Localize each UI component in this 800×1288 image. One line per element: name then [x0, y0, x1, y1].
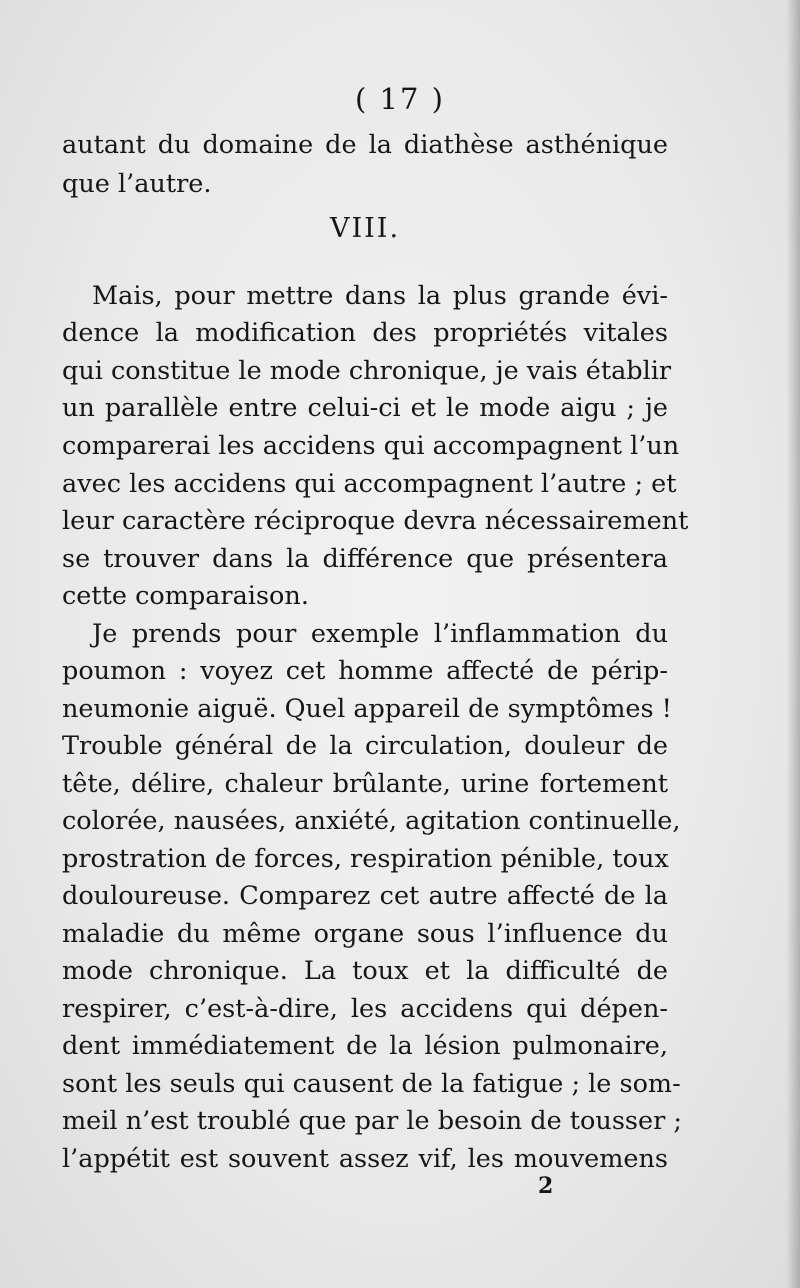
signature-mark: 2	[538, 1173, 554, 1199]
text-line: maladie du même organe sous l’influence du	[62, 919, 668, 949]
text-line: respirer, c’est-à-dire, les accidens qui dépen-	[62, 994, 668, 1024]
text-line: que l’autre.	[62, 169, 212, 199]
text-line: colorée, nausées, anxiété, agitation continuelle,	[62, 806, 681, 836]
text-line: Trouble général de la circulation, douleur de	[62, 731, 668, 761]
text-line: se trouver dans la différence que présentera	[62, 544, 668, 574]
text-line: Je prends pour exemple l’inflammation du	[92, 619, 668, 649]
text-line: meil n’est troublé que par le besoin de tousser ;	[62, 1106, 682, 1136]
text-line: tête, délire, chaleur brûlante, urine fortement	[62, 769, 668, 799]
text-line: cette comparaison.	[62, 581, 309, 611]
text-line: leur caractère réciproque devra nécessairement	[62, 506, 689, 536]
text-line: douloureuse. Comparez cet autre affecté de la	[62, 881, 668, 911]
text-line: autant du domaine de la diathèse asthénique	[62, 130, 668, 160]
page-number: ( 17 )	[355, 82, 445, 116]
text-line: prostration de forces, respiration pénible, toux	[62, 844, 669, 874]
text-line: comparerai les accidens qui accompagnent l’un	[62, 431, 680, 461]
text-line: l’appétit est souvent assez vif, les mouvemens	[62, 1144, 668, 1174]
section-heading: VIII.	[329, 213, 401, 244]
text-line: poumon : voyez cet homme affecté de périp-	[62, 656, 668, 686]
text-line: mode chronique. La toux et la difficulté de	[62, 956, 668, 986]
text-line: dence la modification des propriétés vitales	[62, 318, 668, 348]
text-line: qui constitue le mode chronique, je vais établir	[62, 356, 672, 386]
text-line: avec les accidens qui accompagnent l’autre ; et	[62, 469, 677, 499]
text-line: un parallèle entre celui-ci et le mode aigu ; je	[62, 393, 668, 423]
text-line: Mais, pour mettre dans la plus grande évi-	[92, 281, 668, 311]
page-edge-shadow	[786, 0, 800, 1288]
text-line: sont les seuls qui causent de la fatigue ; le som-	[62, 1069, 681, 1099]
text-line: dent immédiatement de la lésion pulmonaire,	[62, 1031, 668, 1061]
text-line: neumonie aiguë. Quel appareil de symptômes !	[62, 694, 672, 724]
